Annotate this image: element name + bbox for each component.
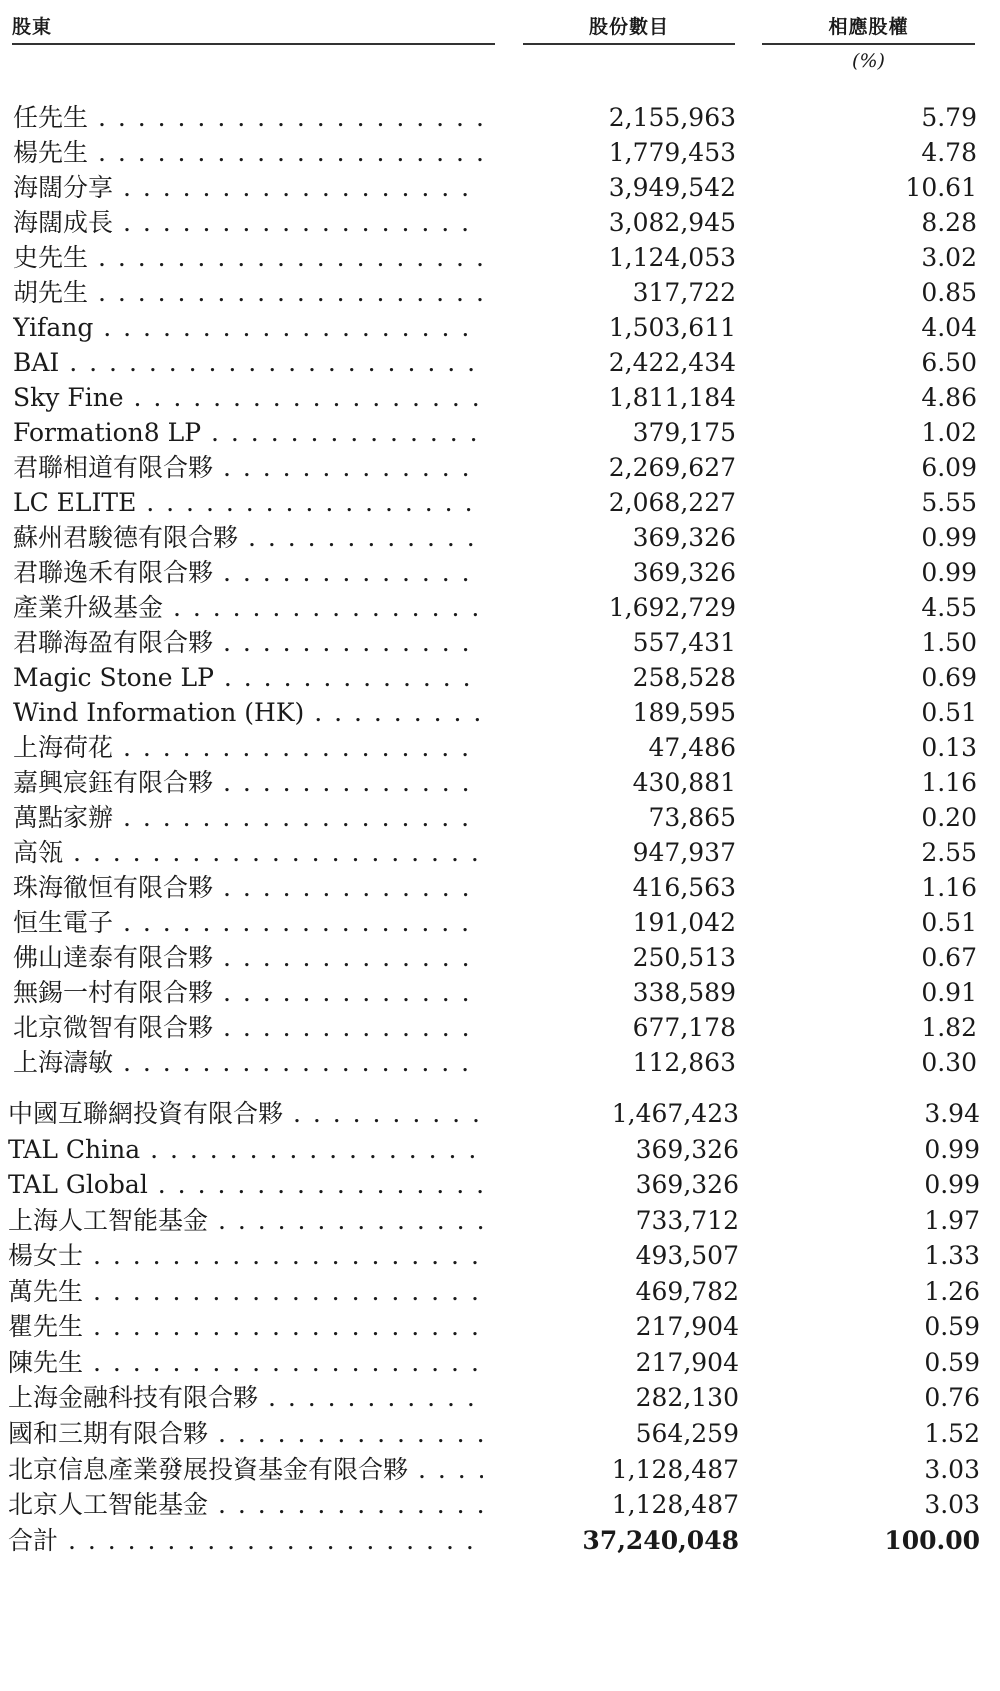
shareholder-name: 君聯相道有限合夥 . . .: [13, 449, 483, 487]
table-row: [0, 379, 1000, 417]
share-count: 677,178: [632, 1013, 736, 1042]
shareholder-name: Yifang . . .: [13, 309, 483, 347]
percentage-unit: (%): [852, 50, 885, 72]
equity-percentage: 0.30: [921, 1048, 977, 1077]
share-count: 416,563: [632, 873, 736, 902]
shareholder-name: 君聯海盈有限合夥 . . .: [13, 624, 483, 662]
share-count: 493,507: [635, 1241, 739, 1270]
equity-percentage: 1.52: [924, 1419, 980, 1448]
equity-percentage: 10.61: [905, 173, 977, 202]
share-count: 733,712: [635, 1206, 739, 1235]
share-count: 1,124,053: [608, 243, 736, 272]
share-count: 469,782: [635, 1277, 739, 1306]
shareholder-name: 國和三期有限合夥 . . .: [8, 1415, 483, 1453]
share-count: 1,503,611: [608, 313, 736, 342]
equity-percentage: 0.51: [921, 908, 977, 937]
shareholder-name: 高瓴 . . .: [13, 834, 483, 872]
shareholder-name: 萬先生 . . .: [8, 1273, 483, 1311]
shareholder-name: 珠海徹恒有限合夥 . . .: [13, 869, 483, 907]
table-row: [0, 449, 1000, 487]
shareholder-name: 瞿先生 . . .: [8, 1308, 483, 1346]
share-count: 2,155,963: [608, 103, 736, 132]
table-row: [0, 904, 1000, 942]
share-count: 217,904: [635, 1348, 739, 1377]
equity-percentage: 100.00: [884, 1526, 980, 1555]
column-header-shares: 股份數目: [523, 12, 735, 45]
table-row: [0, 624, 1000, 662]
table-row: [0, 1131, 1000, 1169]
table-row: [0, 1273, 1000, 1311]
share-count: 3,082,945: [608, 208, 736, 237]
equity-percentage: 1.97: [924, 1206, 980, 1235]
share-count: 317,722: [632, 278, 736, 307]
share-count: 1,467,423: [611, 1099, 739, 1128]
equity-percentage: 0.91: [921, 978, 977, 1007]
shareholder-name: Formation8 LP . . .: [13, 414, 483, 452]
share-count: 47,486: [648, 733, 736, 762]
share-count: 2,422,434: [608, 348, 736, 377]
shareholder-name: 史先生 . . .: [13, 239, 483, 277]
share-count: 369,326: [632, 558, 736, 587]
share-count: 250,513: [632, 943, 736, 972]
table-row: [0, 799, 1000, 837]
table-row: [0, 1379, 1000, 1417]
share-count: 112,863: [632, 1048, 736, 1077]
shareholder-name: 佛山達泰有限合夥 . . .: [13, 939, 483, 977]
table-row: [0, 344, 1000, 382]
shareholder-name: 合計 . . .: [8, 1522, 483, 1560]
shareholder-name: 陳先生 . . .: [8, 1344, 483, 1382]
equity-percentage: 0.85: [921, 278, 977, 307]
shareholder-name: Sky Fine . . .: [13, 379, 483, 417]
table-row: [0, 1415, 1000, 1453]
share-count: 282,130: [635, 1383, 739, 1412]
share-count: 2,068,227: [608, 488, 736, 517]
table-row: [0, 169, 1000, 207]
shareholder-name: 任先生 . . .: [13, 99, 483, 137]
table-row: [0, 834, 1000, 872]
table-row: [0, 519, 1000, 557]
equity-percentage: 0.20: [921, 803, 977, 832]
table-row: [0, 1308, 1000, 1346]
table-row: [0, 484, 1000, 522]
equity-percentage: 4.04: [921, 313, 977, 342]
equity-percentage: 4.86: [921, 383, 977, 412]
share-count: 258,528: [632, 663, 736, 692]
shareholder-name: 萬點家辦 . . .: [13, 799, 483, 837]
table-row: [0, 694, 1000, 732]
table-row: [0, 659, 1000, 697]
equity-percentage: 0.51: [921, 698, 977, 727]
equity-percentage: 0.99: [924, 1135, 980, 1164]
equity-percentage: 0.69: [921, 663, 977, 692]
total-row: [0, 1522, 1000, 1560]
table-row: [0, 869, 1000, 907]
table-row: [0, 99, 1000, 137]
share-count: 379,175: [632, 418, 736, 447]
shareholder-name: 北京信息產業發展投資基金有限合夥 . . .: [8, 1451, 483, 1489]
share-count: 37,240,048: [582, 1526, 739, 1555]
equity-percentage: 3.03: [924, 1455, 980, 1484]
equity-percentage: 3.94: [924, 1099, 980, 1128]
equity-percentage: 3.03: [924, 1490, 980, 1519]
shareholder-name: 恒生電子 . . .: [13, 904, 483, 942]
share-count: 1,811,184: [608, 383, 736, 412]
table-row: [0, 939, 1000, 977]
equity-percentage: 1.16: [921, 873, 977, 902]
table-row: [0, 589, 1000, 627]
table-row: [0, 764, 1000, 802]
share-count: 3,949,542: [608, 173, 736, 202]
shareholder-name: 上海人工智能基金 . . .: [8, 1202, 483, 1240]
equity-percentage: 4.78: [921, 138, 977, 167]
shareholder-name: 北京人工智能基金 . . .: [8, 1486, 483, 1524]
share-count: 369,326: [635, 1135, 739, 1164]
shareholder-name: 產業升級基金 . . .: [13, 589, 483, 627]
shareholder-name: 上海金融科技有限合夥 . . .: [8, 1379, 483, 1417]
column-header-shareholder: 股東: [12, 12, 495, 45]
shareholder-name: TAL Global . . .: [8, 1166, 483, 1204]
shareholder-name: Magic Stone LP . . .: [13, 659, 483, 697]
equity-percentage: 0.13: [921, 733, 977, 762]
share-count: 1,128,487: [611, 1455, 739, 1484]
equity-percentage: 1.82: [921, 1013, 977, 1042]
equity-percentage: 1.50: [921, 628, 977, 657]
share-count: 73,865: [648, 803, 736, 832]
shareholder-name: Wind Information (HK) . . .: [13, 694, 483, 732]
equity-percentage: 0.99: [921, 523, 977, 552]
share-count: 1,128,487: [611, 1490, 739, 1519]
equity-percentage: 1.02: [921, 418, 977, 447]
equity-percentage: 0.67: [921, 943, 977, 972]
shareholder-name: 嘉興宸鈺有限合夥 . . .: [13, 764, 483, 802]
equity-percentage: 6.09: [921, 453, 977, 482]
share-count: 564,259: [635, 1419, 739, 1448]
table-row: [0, 274, 1000, 312]
table-row: [0, 1486, 1000, 1524]
shareholder-name: 蘇州君駿德有限合夥 . . .: [13, 519, 483, 557]
equity-percentage: 1.26: [924, 1277, 980, 1306]
share-count: 947,937: [632, 838, 736, 867]
shareholder-name: 上海荷花 . . .: [13, 729, 483, 767]
table-row: [0, 1344, 1000, 1382]
share-count: 369,326: [635, 1170, 739, 1199]
equity-percentage: 2.55: [921, 838, 977, 867]
table-row: [0, 239, 1000, 277]
table-row: [0, 1044, 1000, 1082]
share-count: 338,589: [632, 978, 736, 1007]
equity-percentage: 8.28: [921, 208, 977, 237]
shareholder-name: LC ELITE . . .: [13, 484, 483, 522]
shareholder-name: 楊女士 . . .: [8, 1237, 483, 1275]
shareholder-name: TAL China . . .: [8, 1131, 483, 1169]
shareholder-name: 上海濤敏 . . .: [13, 1044, 483, 1082]
share-count: 191,042: [632, 908, 736, 937]
table-row: [0, 309, 1000, 347]
share-count: 430,881: [632, 768, 736, 797]
share-count: 2,269,627: [608, 453, 736, 482]
table-row: [0, 1451, 1000, 1489]
shareholder-name: 無錫一村有限合夥 . . .: [13, 974, 483, 1012]
equity-percentage: 0.59: [924, 1348, 980, 1377]
table-row: [0, 1237, 1000, 1275]
share-count: 189,595: [632, 698, 736, 727]
column-header-percentage: 相應股權: [762, 12, 975, 45]
equity-percentage: 1.33: [924, 1241, 980, 1270]
table-row: [0, 204, 1000, 242]
share-count: 369,326: [632, 523, 736, 552]
share-count: 557,431: [632, 628, 736, 657]
equity-percentage: 6.50: [921, 348, 977, 377]
equity-percentage: 0.76: [924, 1383, 980, 1412]
table-row: [0, 1202, 1000, 1240]
shareholder-name: 胡先生 . . .: [13, 274, 483, 312]
equity-percentage: 0.99: [924, 1170, 980, 1199]
table-row: [0, 1009, 1000, 1047]
equity-percentage: 0.99: [921, 558, 977, 587]
share-count: 1,692,729: [608, 593, 736, 622]
table-row: [0, 554, 1000, 592]
equity-percentage: 3.02: [921, 243, 977, 272]
table-row: [0, 1166, 1000, 1204]
table-row: [0, 729, 1000, 767]
share-count: 1,779,453: [608, 138, 736, 167]
equity-percentage: 5.55: [921, 488, 977, 517]
shareholder-name: 北京微智有限合夥 . . .: [13, 1009, 483, 1047]
share-count: 217,904: [635, 1312, 739, 1341]
shareholder-name: 中國互聯網投資有限合夥 . . .: [8, 1095, 483, 1133]
equity-percentage: 5.79: [921, 103, 977, 132]
table-row: [0, 134, 1000, 172]
shareholder-name: 海闊成長 . . .: [13, 204, 483, 242]
table-row: [0, 974, 1000, 1012]
shareholder-name: BAI . . .: [13, 344, 483, 382]
table-row: [0, 414, 1000, 452]
equity-percentage: 1.16: [921, 768, 977, 797]
table-row: [0, 1095, 1000, 1133]
equity-percentage: 4.55: [921, 593, 977, 622]
shareholder-name: 君聯逸禾有限合夥 . . .: [13, 554, 483, 592]
shareholder-name: 海闊分享 . . .: [13, 169, 483, 207]
shareholder-name: 楊先生 . . .: [13, 134, 483, 172]
equity-percentage: 0.59: [924, 1312, 980, 1341]
